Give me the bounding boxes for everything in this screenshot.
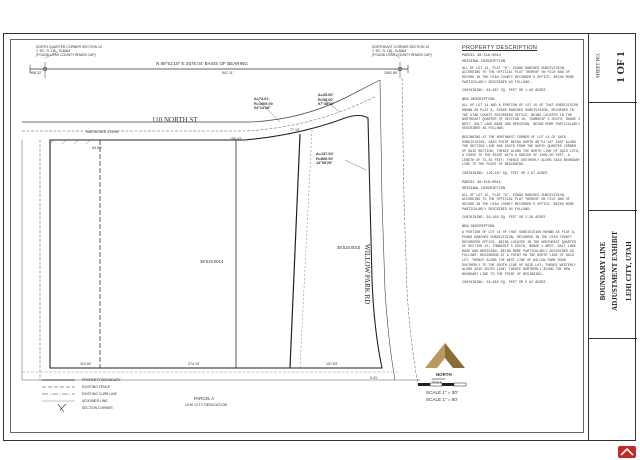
street-label-north: 110 NORTH ST xyxy=(152,116,198,124)
parcel-a-label: PARCEL A xyxy=(194,396,215,401)
basis-of-bearing-label: N 89°51'18" E 2676.04' BASIS OF BEARING xyxy=(156,61,248,66)
parcel1-id: PARCEL 38:518:0014 xyxy=(462,53,501,58)
notes-heading: PROPERTY DESCRIPTION xyxy=(462,45,538,51)
project-title-1: BOUNDARY LINE xyxy=(599,241,607,301)
new-boundary-line xyxy=(290,134,300,368)
dim-top-mid: 947.11' xyxy=(222,71,234,75)
parcel2-cont: CONTAINING: 99,489 SQ. FEET OR 2.28 ACRES xyxy=(462,216,546,221)
parcel-label-left: 38:518:0014 xyxy=(200,259,224,264)
blank-cell xyxy=(589,103,637,211)
curve-label-2: Δ=25.60' R=15.00 97°48'22" xyxy=(318,93,335,107)
legend-item: EXISTING CURB LINE xyxy=(82,392,117,396)
willow-park-west-edge xyxy=(380,80,395,380)
street-label-east: WILLOW PARK RD xyxy=(363,244,371,305)
parcel1-new-text: ALL OF LOT 14 AND A PORTION OF LOT 15 OF THAT SUBDIVISION KNOWN AS PLAT A, EVANS RANCHES SUBDIVISION, RECORDED IN THE UTAH COUNTY RECORDERS OFFICE, BEING LOCATED IN THE NORTHEAST QUARTER OF SECTION 10, TOWNSHIP 5 SOUTH, RANGE 1 WEST, SALT LAKE BASE AND MERIDIAN, BEING MORE PARTICULARLY DESCRIBED AS FOLLOWS: xyxy=(462,104,581,132)
location-label: LEHI CITY, UTAH xyxy=(625,241,633,301)
scale-1-label: SCALE 1" = 30' xyxy=(426,390,458,395)
sheet-of-label: 1 OF 1 xyxy=(615,51,627,83)
parcel1-text: ALL OF LOT 14, PLAT "A", EVANS RANCHES SUBDIVISION, ACCORDING TO THE OFFICIAL PLAT THEREOF ON FILE AND OF RECORD IN THE UTAH COUNTY RECORDER'S OFFICE. BEING MORE PARTICULARLY DESCRIBED AS FOLLOWS: xyxy=(462,66,574,85)
parcel1-new-body: BEGINNING AT THE NORTHWEST CORNER OF LOT 14 OF SAID SUBDIVISION, SAID POINT BEING NORTH 89°51'18" EAST ALONG THE SECTION LINE AND SOUTH FROM THE NORTH QUARTER CORNER OF SAID SECTION; THENCE ALONG THE NORTH LINE OF SAID LOTS, A CURVE TO THE RIGHT WITH A RADIUS OF 1009.00 FEET, A LENGTH OF 73.61 FEET; THENCE SOUTHERLY ALONG SAID BOUNDARY LINE TO THE POINT OF BEGINNING. xyxy=(462,135,581,168)
parcel2-new-cont: CONTAINING: 39,889 SQ. FEET OR 0.92 ACRES xyxy=(462,281,546,286)
scale-2-label: SCALE 1" = 60' xyxy=(426,397,458,402)
parcel-label-right: 38:518:0015 xyxy=(337,245,361,250)
dim-top-right: 1081.89' xyxy=(384,71,398,75)
parcel2-text: ALL OF LOT 15, PLAT "A", EVANS RANCHES SUBDIVISION, ACCORDING TO THE OFFICIAL PLAT THEREOF ON FILE AND OF RECORD IN THE UTAH COUNTY RECORDER'S OFFICE. BEING MORE PARTICULARLY DESCRIBED AS FOLLOWS: xyxy=(462,193,574,212)
watermark-logo-icon xyxy=(618,446,636,458)
legend-item: PROPERTY BOUNDARY xyxy=(82,378,121,382)
segment-label-b: 186.43' xyxy=(230,137,242,141)
old-lot-line xyxy=(300,130,312,368)
segment-label-c: 54.53' xyxy=(92,146,102,150)
parcel1-orig: ORIGINAL DESCRIPTION xyxy=(462,60,506,65)
parcel2-new: NEW DESCRIPTION xyxy=(462,224,495,229)
scale-heading: GRAPHIC SCALE xyxy=(432,377,446,385)
title-block xyxy=(588,33,636,441)
curve-label-1: Δ=73.61' R=1009.00 04°14'28" xyxy=(254,97,273,111)
property-description-notes xyxy=(462,46,582,428)
segment-label-a: N89°54'48"E 179.65' xyxy=(86,130,120,134)
parcel1-new-cont: CONTAINING: 129,487 SQ. FEET OR 2.97 ACRES xyxy=(462,172,548,177)
legend-item: SECTION CORNER xyxy=(82,406,113,410)
willow-park-east-edge xyxy=(402,78,418,385)
bottom-dim-left: 110.00' xyxy=(80,362,92,366)
parcel1-new: NEW DESCRIPTION xyxy=(462,97,495,102)
north-label: NORTH xyxy=(436,372,452,377)
legend-item: ADJOINER LINE xyxy=(82,399,108,403)
parcel2-id: PARCEL 38:518:0015 xyxy=(462,180,501,185)
parcel2-orig: ORIGINAL DESCRIPTION xyxy=(462,187,506,192)
bottom-dim-right: 157.83' xyxy=(326,362,338,366)
bottom-margin xyxy=(0,441,640,460)
ne-corner-label: NORTHEAST CORNER SECTION 10 T. 5S., R. 1W., SLB&M (FOUND UTAH COUNTY BRASS CAP) xyxy=(372,45,432,57)
project-title-2: ADJUSTMENT EXHIBIT xyxy=(611,231,619,311)
sheet-no-label: SHEET NO. xyxy=(596,52,602,79)
bottom-dim-mid: 274.10' xyxy=(188,362,200,366)
dim-top-left: 996.32' xyxy=(30,71,42,75)
project-title-cell xyxy=(589,211,637,339)
nq-corner-label: NORTH QUARTER CORNER SECTION 10 T. 5S., R. 1W., SLB&M (FOUND UTAH COUNTY BRASS CAP) xyxy=(36,45,102,57)
blank-cell xyxy=(589,339,637,441)
curve-label-3: Δ=137.64' R=800.00 14°08'29" xyxy=(316,152,334,166)
sheet-number-cell xyxy=(589,33,637,103)
legend-item: EXISTING FENCE xyxy=(82,385,111,389)
segment-label-d: 77.19' xyxy=(290,128,300,132)
bottom-dim-end: 0.41' xyxy=(370,376,378,380)
parcel-a-sublabel: LEHI CITY DEDICATION xyxy=(185,403,228,407)
parcel2-new-body: A PORTION OF LOT 15 OF THAT SUBDIVISION KNOWN AS PLAT A, EVANS RANCHES SUBDIVISION, RECORDED IN THE UTAH COUNTY RECORDERS OFFICE, BEING LOCATED IN THE NORTHEAST QUARTER OF SECTION 10, TOWNSHIP 5 SOUTH, RANGE 1 WEST, SALT LAKE BASE AND MERIDIAN, BEING MORE PARTICULARLY DESCRIBED AS FOLLOWS: BEGINNING AT A POINT ON THE NORTH LINE OF SAID LOT, THENCE ALONG THE WEST LINE OF WILLOW PARK ROAD SOUTHERLY TO THE SOUTH LINE OF SAID LOT; THENCE WESTERLY ALONG SAID SOUTH LINE; THENCE NORTHERLY ALONG THE NEW BOUNDARY LINE TO THE POINT OF BEGINNING. xyxy=(462,231,576,277)
parcel1-cont: CONTAINING: 69,887 SQ. FEET OR 1.60 ACRES xyxy=(462,89,546,94)
legend-symbols xyxy=(42,380,75,412)
north-arrow-icon xyxy=(425,343,465,368)
